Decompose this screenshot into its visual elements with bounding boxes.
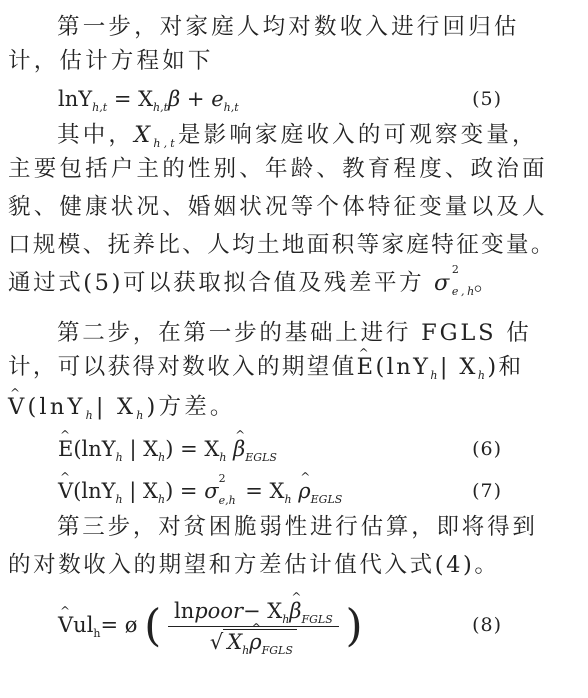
fraction [168, 598, 339, 655]
para2-line1: 其中，$X_{h,t}$是影响家庭收入的可观察变量， [57, 122, 538, 150]
para3-line3: ^ V(lnY$_h$| $X_h$)方差。 [8, 392, 588, 422]
equation-7-body: ^ V(lnY$_h$ | $X_h) = \sigma$ 2 e,h = $X_h$ ^ $\rho_{EGLS}$ [58, 474, 342, 508]
para4-line1: 第三步，对贫困脆弱性进行估算，即将得到 [57, 514, 538, 540]
equation-6 [0, 432, 588, 466]
right-paren: ) [345, 600, 363, 652]
para1-line2: 计，估计方程如下 [8, 48, 214, 74]
equation-6-body: ^ E(lnY$_h$ | $X_h) = X_h$ ^ $\beta_{EGLS}$ [58, 432, 277, 466]
equation-8 [0, 595, 588, 655]
para2-line3: 貌、健康状况、婚姻状况等个体特征变量以及人 [8, 194, 548, 220]
para2-line5: 通过式(5)可以获取拟合值及残差平方 σ 2 e,h 。 [8, 263, 500, 298]
left-paren: ( [144, 600, 162, 652]
para1-line1: 第一步，对家庭人均对数收入进行回归估 [57, 14, 520, 40]
para4-line2: 的对数收入的期望和方差估计值代入式(4)。 [8, 552, 500, 578]
para3-line1: 第二步，在第一步的基础上进行 FGLS 估 [57, 320, 532, 346]
equation-5-number: (5) [472, 88, 502, 110]
para2-line2: 主要包括户主的性别、年龄、教育程度、政治面 [8, 156, 548, 182]
para2-line4: 口规模、抚养比、人均土地面积等家庭特征变量。 [8, 232, 556, 258]
equation-8-number: (8) [472, 614, 502, 636]
equation-6-number: (6) [472, 438, 502, 460]
fraction-denominator: √ $X_h\^{}$ $\rho_{FGLS}$ [168, 627, 339, 655]
equation-5-body: $\ln Y_{h,t} = X_{h,t}\beta + e_{h,t}$ [58, 87, 239, 114]
equation-7-number: (7) [472, 480, 502, 502]
equation-5 [0, 82, 588, 116]
equation-7 [0, 474, 588, 508]
para3-line2: 计，可以获得对数收入的期望值^ E(lnY$_h$| $X_h$)和 [8, 352, 588, 382]
equation-8-body: ^ Vul$_h$= ø ( $\frac{lnpoor- X_h\^{} \beta_{FGLS}}{√ X_h\^{} \rho_{FGLS}}$ ) [58, 595, 363, 655]
fraction-numerator: lnpoor− $X_h\^{}$ $\beta_{FGLS}$ [168, 598, 339, 627]
